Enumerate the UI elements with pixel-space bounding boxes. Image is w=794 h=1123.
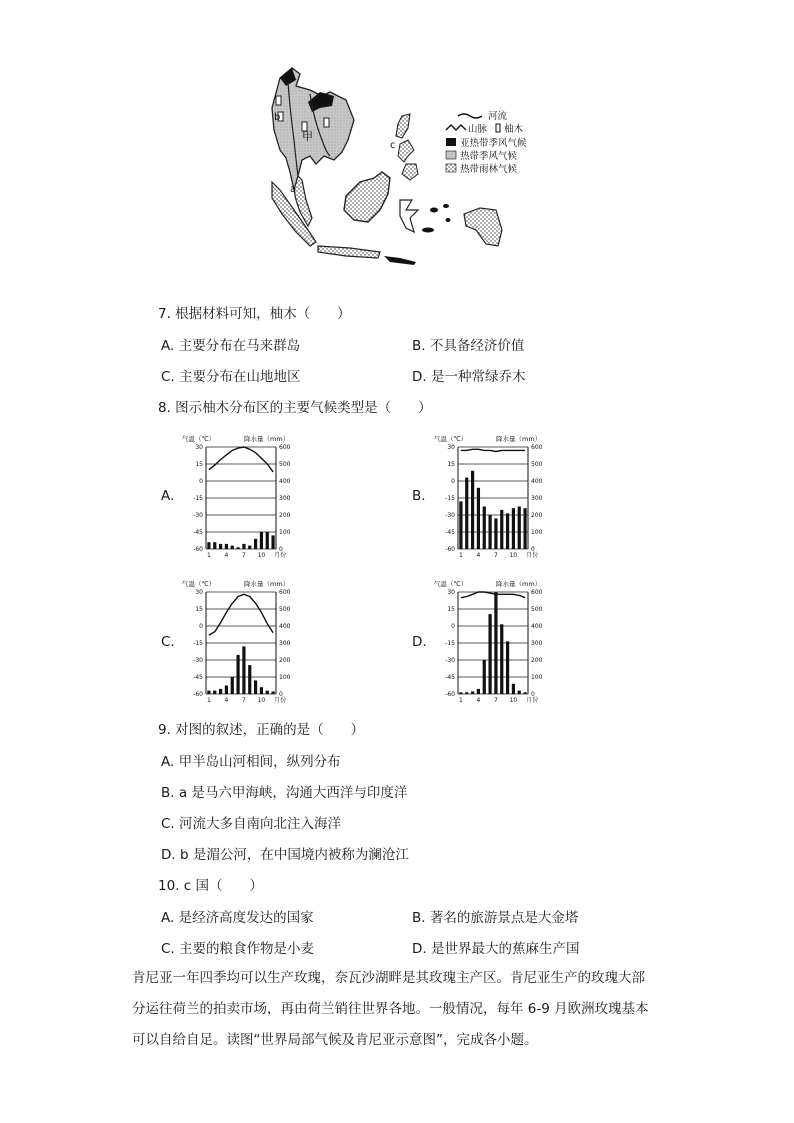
precip-bar: [266, 691, 269, 694]
month-unit-label: 月份: [274, 697, 287, 704]
temp-tick-label: 15: [195, 461, 203, 469]
precip-tick-label: 0: [279, 691, 283, 699]
month-tick-label: 4: [224, 552, 229, 559]
temperature-line: [209, 594, 273, 635]
precip-bar: [488, 515, 491, 549]
precip-bar: [213, 542, 216, 549]
temp-tick-label: -30: [445, 512, 455, 520]
month-tick-label: 10: [257, 697, 266, 704]
temp-tick-label: 30: [195, 444, 203, 452]
rainforest-legend-swatch: [446, 164, 456, 172]
month-tick-label: 7: [494, 552, 498, 559]
q10-stem: 10. c 国（ ）: [158, 878, 263, 894]
precip-bar: [231, 677, 234, 694]
precip-bar: [248, 665, 251, 694]
precip-bar: [471, 691, 474, 694]
subtropical-legend-swatch: [446, 138, 456, 146]
temp-tick-label: -45: [445, 674, 455, 682]
precip-bar: [483, 507, 486, 550]
precip-bar: [254, 680, 257, 694]
precip-bar: [523, 508, 526, 549]
temp-tick-label: -45: [193, 529, 203, 537]
precip-bar: [471, 471, 474, 549]
svg-text:柚木: 柚木: [504, 124, 524, 135]
precip-bar: [219, 689, 222, 694]
temp-tick-label: 0: [451, 478, 455, 486]
precip-bar: [483, 660, 486, 694]
temp-tick-label: 0: [451, 623, 455, 631]
sulawesi-island: [400, 200, 418, 232]
temp-tick-label: -15: [193, 495, 203, 503]
temp-axis-label: 气温（℃）: [182, 435, 216, 443]
indochina-landmass: [272, 68, 354, 190]
q7-option-d[interactable]: D. 是一种常绿乔木: [412, 369, 526, 385]
new-guinea-island: [464, 208, 502, 246]
precip-bar: [242, 544, 245, 549]
precip-bar: [207, 542, 210, 549]
precip-bar: [506, 641, 509, 694]
temp-tick-label: -60: [445, 546, 455, 554]
q9-option-c[interactable]: C. 河流大多自南向北注入海洋: [161, 816, 342, 832]
precip-bar: [236, 655, 239, 694]
java-island: [318, 246, 380, 258]
q8-option-c[interactable]: C.: [161, 634, 175, 650]
q7-option-a[interactable]: A. 主要分布在马来群岛: [161, 338, 301, 354]
precip-axis-label: 降水量（mm）: [496, 580, 542, 588]
precip-bar: [254, 539, 257, 549]
precip-bar: [523, 692, 526, 694]
label-b: b: [274, 112, 281, 123]
temp-tick-label: -30: [445, 657, 455, 665]
temp-axis-label: 气温（℃）: [434, 580, 468, 588]
map-legend: [446, 110, 527, 175]
precip-tick-label: 0: [531, 691, 535, 699]
philippines-islands: [396, 114, 410, 138]
kenya-paragraph-line-2: 分运往荷兰的拍卖市场，再由荷兰销往世界各地。一般情况，每年 6-9 月欧洲玫瑰基本: [132, 1001, 649, 1017]
temp-tick-label: -15: [445, 640, 455, 648]
month-tick-label: 7: [494, 697, 498, 704]
precip-bar: [494, 592, 497, 694]
precip-tick-label: 300: [531, 640, 543, 648]
precip-axis-label: 降水量（mm）: [244, 435, 290, 443]
precip-tick-label: 500: [531, 461, 543, 469]
q8-stem: 8. 图示柚木分布区的主要气候类型是（ ）: [158, 400, 432, 416]
precip-tick-label: 400: [531, 478, 543, 486]
kenya-paragraph-line-1: 肯尼亚一年四季均可以生产玫瑰，奈瓦沙湖畔是其玫瑰主产区。肯尼亚生产的玫瑰大部: [132, 970, 645, 986]
precip-tick-label: 100: [279, 529, 291, 537]
precip-bar: [518, 691, 521, 694]
precip-bar: [260, 687, 263, 694]
label-a: a: [290, 184, 297, 195]
precip-bar: [236, 547, 239, 549]
kenya-paragraph-line-3: 可以自给自足。读图“世界局部气候及肯尼亚示意图”，完成各小题。: [132, 1032, 538, 1048]
temp-tick-label: -60: [193, 691, 203, 699]
precip-bar: [488, 614, 491, 694]
precip-bar: [207, 691, 210, 694]
temp-tick-label: -30: [193, 512, 203, 520]
precip-tick-label: 500: [279, 606, 291, 614]
precip-tick-label: 100: [279, 674, 291, 682]
precip-bar: [219, 544, 222, 549]
precip-bar: [500, 624, 503, 694]
temp-tick-label: -60: [445, 691, 455, 699]
precip-tick-label: 600: [531, 589, 543, 597]
month-tick-label: 7: [242, 552, 246, 559]
svg-text:亚热带季风气候: 亚热带季风气候: [460, 138, 527, 149]
q9-stem: 9. 对图的叙述，正确的是（ ）: [158, 722, 365, 738]
q9-option-a[interactable]: A. 甲半岛山河相间，纵列分布: [161, 754, 341, 770]
precip-tick-label: 300: [279, 640, 291, 648]
q10-option-d[interactable]: D. 是世界最大的蕉麻生产国: [412, 941, 580, 957]
river-legend-icon: [458, 114, 482, 118]
precip-bar: [500, 510, 503, 549]
temperature-line: [209, 447, 273, 472]
month-tick-label: 1: [207, 697, 211, 704]
q10-option-c[interactable]: C. 主要的粮食作物是小麦: [161, 941, 315, 957]
precip-bar: [465, 478, 468, 549]
precip-axis-label: 降水量（mm）: [496, 435, 542, 443]
precip-bar: [512, 508, 515, 549]
temp-tick-label: 15: [447, 461, 455, 469]
month-tick-label: 4: [476, 697, 481, 704]
precip-bar: [248, 546, 251, 549]
temp-axis-label: 气温（℃）: [434, 435, 468, 443]
precip-bar: [213, 691, 216, 694]
precip-bar: [225, 686, 228, 695]
temperature-line: [461, 449, 525, 451]
precip-bar: [266, 532, 269, 549]
precip-bar: [242, 646, 245, 694]
temp-tick-label: -30: [193, 657, 203, 665]
precip-bar: [512, 684, 515, 694]
precip-tick-label: 0: [531, 546, 535, 554]
climate-chart-d: [432, 578, 552, 706]
precip-tick-label: 400: [531, 623, 543, 631]
precip-tick-label: 600: [531, 444, 543, 452]
q10-option-b[interactable]: B. 著名的旅游景点是大金塔: [412, 910, 579, 926]
teak-legend-icon: [496, 124, 500, 132]
precip-bar: [225, 544, 228, 549]
month-tick-label: 1: [459, 552, 463, 559]
month-tick-label: 4: [476, 552, 481, 559]
precip-tick-label: 200: [279, 512, 291, 520]
q7-stem: 7. 根据材料可知，柚木（ ）: [158, 306, 351, 322]
precip-tick-label: 200: [279, 657, 291, 665]
mountain-legend-icon: [446, 125, 466, 130]
tropical-monsoon-legend-swatch: [446, 151, 456, 159]
month-unit-label: 月份: [274, 552, 287, 559]
svg-text:河流: 河流: [488, 111, 508, 122]
precip-bar: [231, 546, 234, 549]
precip-tick-label: 500: [531, 606, 543, 614]
svg-text:山脉: 山脉: [468, 124, 488, 135]
svg-text:热带季风气候: 热带季风气候: [460, 151, 518, 162]
temp-tick-label: -15: [193, 640, 203, 648]
southeast-asia-map: [250, 60, 560, 270]
climate-chart-c: [180, 578, 300, 706]
q7-option-c[interactable]: C. 主要分布在山地地区: [161, 369, 301, 385]
precip-tick-label: 300: [531, 495, 543, 503]
month-tick-label: 10: [257, 552, 266, 559]
month-unit-label: 月份: [526, 697, 539, 704]
month-tick-label: 10: [509, 552, 518, 559]
q9-option-d[interactable]: D. b 是湄公河，在中国境内被称为澜沧江: [161, 847, 409, 863]
month-tick-label: 7: [242, 697, 246, 704]
precip-axis-label: 降水量（mm）: [244, 580, 290, 588]
climate-chart-a: [180, 433, 300, 561]
precip-bar: [477, 689, 480, 694]
month-tick-label: 1: [207, 552, 211, 559]
q8-option-a[interactable]: A.: [161, 488, 175, 504]
temp-tick-label: 0: [199, 623, 203, 631]
temperature-line: [461, 592, 525, 598]
precip-tick-label: 600: [279, 444, 291, 452]
precip-tick-label: 200: [531, 657, 543, 665]
temp-axis-label: 气温（℃）: [182, 580, 216, 588]
q9-option-b[interactable]: B. a 是马六甲海峡，沟通大西洋与印度洋: [161, 785, 408, 801]
temp-tick-label: 30: [195, 589, 203, 597]
q8-option-d[interactable]: D.: [412, 634, 427, 650]
precip-tick-label: 300: [279, 495, 291, 503]
q8-option-b[interactable]: B.: [412, 488, 426, 504]
month-tick-label: 4: [224, 697, 229, 704]
precip-bar: [459, 692, 462, 694]
precip-bar: [477, 488, 480, 549]
precip-bar: [459, 501, 462, 549]
precip-tick-label: 100: [531, 529, 543, 537]
temp-tick-label: 30: [447, 444, 455, 452]
precip-tick-label: 0: [279, 546, 283, 554]
temp-tick-label: 15: [195, 606, 203, 614]
temp-tick-label: -45: [445, 529, 455, 537]
month-tick-label: 1: [459, 697, 463, 704]
precip-tick-label: 400: [279, 623, 291, 631]
temp-tick-label: 30: [447, 589, 455, 597]
borneo-island: [344, 172, 390, 222]
temp-tick-label: 0: [199, 478, 203, 486]
precip-bar: [494, 518, 497, 549]
precip-bar: [518, 507, 521, 550]
precip-bar: [465, 692, 468, 694]
precip-bar: [271, 691, 274, 694]
q7-option-b[interactable]: B. 不具备经济价值: [412, 338, 525, 354]
precip-tick-label: 500: [279, 461, 291, 469]
precip-tick-label: 600: [279, 589, 291, 597]
month-tick-label: 10: [509, 697, 518, 704]
month-unit-label: 月份: [526, 552, 539, 559]
q10-option-a[interactable]: A. 是经济高度发达的国家: [161, 910, 314, 926]
teak-marker: [276, 96, 281, 105]
label-jia: 甲: [302, 130, 313, 143]
precip-tick-label: 200: [531, 512, 543, 520]
precip-tick-label: 400: [279, 478, 291, 486]
temp-tick-label: -45: [193, 674, 203, 682]
temp-tick-label: -15: [445, 495, 455, 503]
precip-bar: [260, 532, 263, 549]
temp-tick-label: 15: [447, 606, 455, 614]
label-c: c: [390, 140, 396, 151]
precip-tick-label: 100: [531, 674, 543, 682]
temp-tick-label: -60: [193, 546, 203, 554]
climate-chart-b: [432, 433, 552, 561]
precip-bar: [271, 535, 274, 549]
precip-bar: [506, 513, 509, 549]
svg-text:热带雨林气候: 热带雨林气候: [460, 164, 518, 175]
